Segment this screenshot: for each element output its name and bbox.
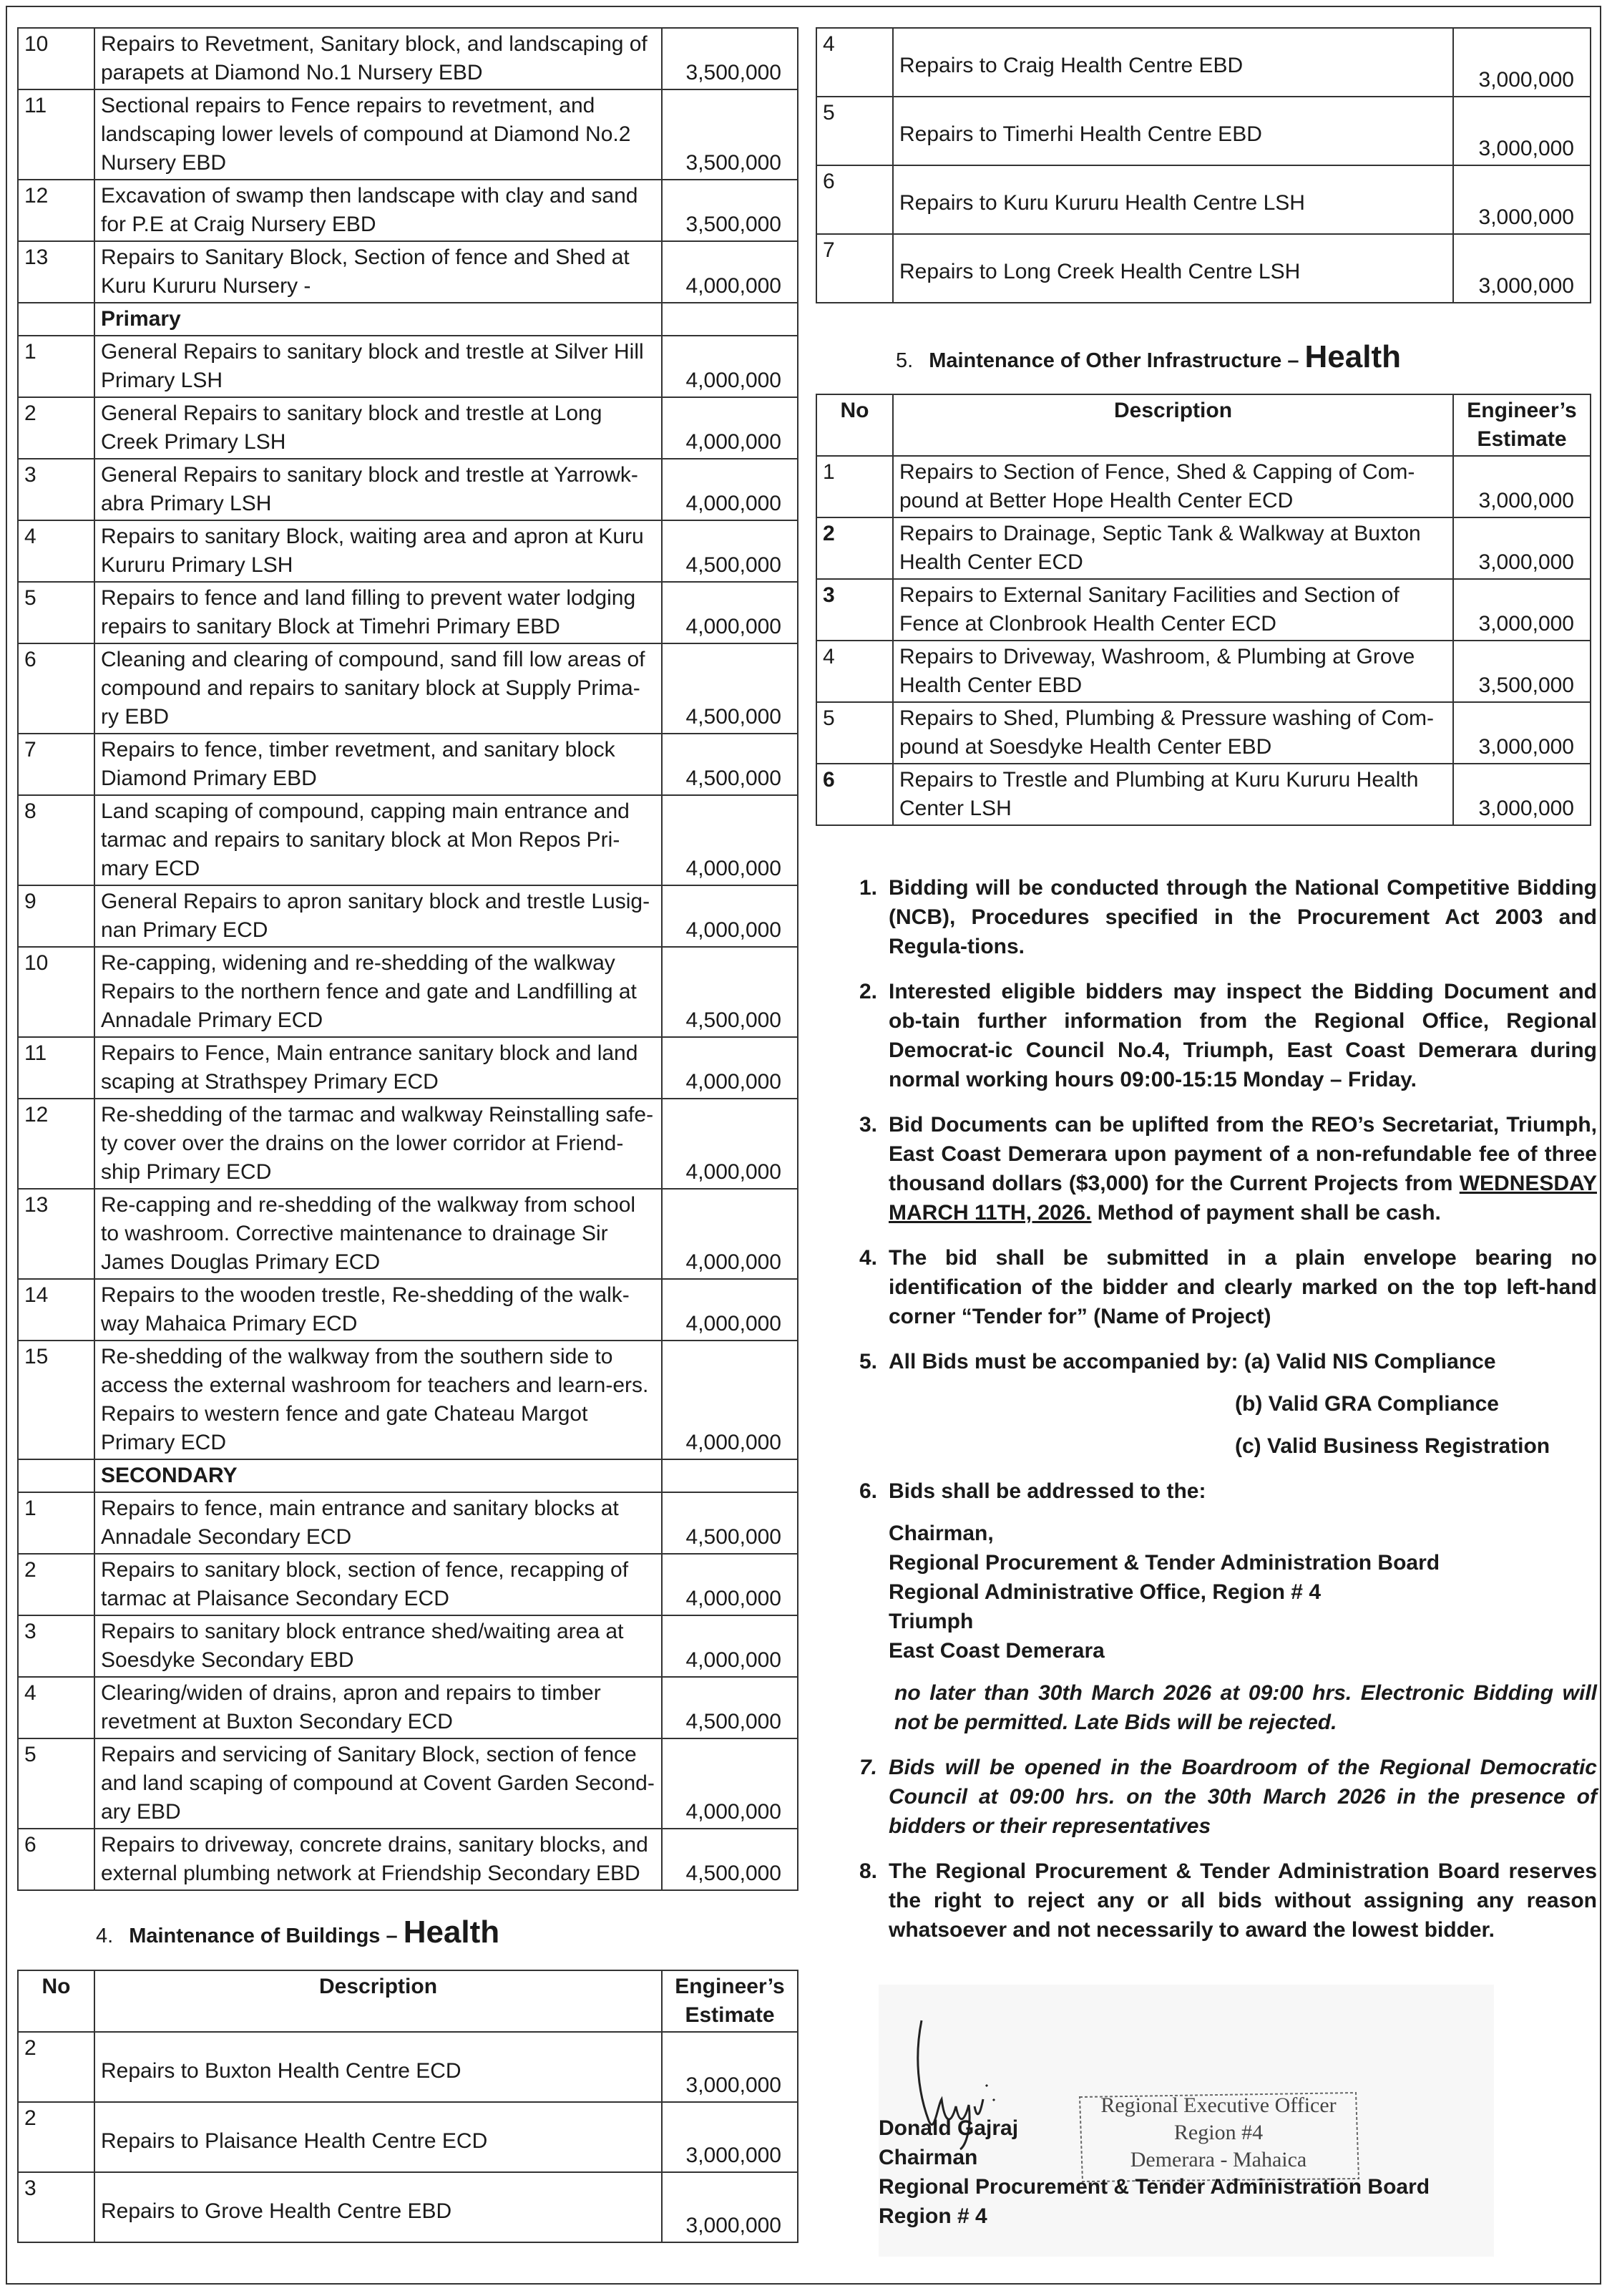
row-number: 1	[18, 336, 94, 397]
note-number: 1.	[859, 876, 877, 900]
row-number: 4	[816, 28, 893, 97]
row-estimate: 4,000,000	[662, 1099, 798, 1189]
col-header-description: Description	[94, 1970, 662, 2032]
note-text: The bid shall be submitted in a plain envelope bearing no identification of the bidder and clearly marked on the top left-hand corner “Tender for” (Name of Project)	[889, 1246, 1597, 1328]
signatory-title: Chairman	[879, 2146, 978, 2169]
table-header-row	[18, 1970, 798, 2032]
table-row	[816, 702, 1591, 764]
note-6	[837, 1477, 1597, 1737]
note-8	[837, 1857, 1597, 1945]
row-estimate: 3,000,000	[1453, 28, 1591, 97]
table-row	[18, 180, 798, 241]
requirement-gra: (b) Valid GRA Compliance	[1235, 1392, 1499, 1416]
submission-deadline: no later than 30th March 2026 at 09:00 hrs. Electronic Bidding will not be permitted. Late Bids will be rejected.	[894, 1681, 1597, 1734]
row-number: 4	[18, 1677, 94, 1738]
table-row	[18, 520, 798, 582]
row-number: 8	[18, 795, 94, 885]
row-description: General Repairs to sanitary block and trestle at Silver Hill Primary LSH	[94, 336, 662, 397]
note-text: Bidding will be conducted through the National Competitive Bidding (NCB), Procedures specified in the Procurement Act 2003 and Regula-tions.	[889, 876, 1597, 958]
row-estimate: 4,000,000	[662, 1279, 798, 1341]
row-description: Repairs to sanitary block, section of fence, recapping of tarmac at Plaisance Secondary ECD	[94, 1554, 662, 1615]
row-estimate	[662, 1459, 798, 1492]
bidding-notes	[837, 873, 1597, 1960]
row-number: 11	[18, 89, 94, 180]
row-estimate: 4,000,000	[662, 397, 798, 459]
section-5-title: Maintenance of Other Infrastructure –	[929, 349, 1299, 372]
education-works-body	[18, 28, 798, 1890]
row-number: 6	[18, 643, 94, 734]
row-description: Repairs to fence, timber revetment, and sanitary block Diamond Primary EBD	[94, 734, 662, 795]
row-number: 5	[816, 702, 893, 764]
note-text	[889, 1347, 1597, 1461]
table-row	[816, 764, 1591, 825]
address-intro: Bids shall be addressed to the:	[889, 1479, 1206, 1503]
note-3	[837, 1110, 1597, 1227]
address-line: Regional Procurement & Tender Administration Board	[889, 1551, 1440, 1575]
table-header-row	[816, 394, 1591, 456]
note-number: 8.	[859, 1859, 877, 1883]
row-number: 5	[18, 582, 94, 643]
col-header-no: No	[816, 394, 893, 456]
section-4-title-health: Health	[403, 1915, 500, 1950]
other-infrastructure-body	[816, 456, 1591, 825]
other-infrastructure-table	[816, 394, 1591, 826]
row-number: 3	[18, 459, 94, 520]
row-estimate: 4,500,000	[662, 947, 798, 1037]
row-estimate: 3,000,000	[662, 2172, 798, 2242]
table-row	[18, 2102, 798, 2172]
col-header-estimate: Engineer’s Estimate	[1453, 394, 1591, 456]
row-description: Repairs to Trestle and Plumbing at Kuru Kururu Health Center LSH	[893, 764, 1453, 825]
note-3-date: WEDNESDAY MARCH 11TH, 2026.	[889, 1172, 1597, 1225]
row-estimate: 4,000,000	[662, 1341, 798, 1459]
row-number: 15	[18, 1341, 94, 1459]
row-number: 2	[18, 397, 94, 459]
table-row	[816, 165, 1591, 234]
stamp-line: Regional Executive Officer	[1100, 2093, 1337, 2117]
row-description: General Repairs to sanitary block and trestle at Long Creek Primary LSH	[94, 397, 662, 459]
row-description: Repairs to sanitary block entrance shed/waiting area at Soesdyke Secondary EBD	[94, 1615, 662, 1677]
row-description: Repairs to the wooden trestle, Re-shedding of the walk-way Mahaica Primary ECD	[94, 1279, 662, 1341]
row-description: Repairs to fence, main entrance and sanitary blocks at Annadale Secondary ECD	[94, 1492, 662, 1554]
row-description: Repairs to driveway, concrete drains, sanitary blocks, and external plumbing network at Friendship Secondary EBD	[94, 1829, 662, 1890]
row-number	[18, 303, 94, 336]
row-description: Repairs to Section of Fence, Shed & Capping of Com-pound at Better Hope Health Center ECD	[893, 456, 1453, 517]
address-line: East Coast Demerara	[889, 1639, 1105, 1663]
row-description: Repairs to Kuru Kururu Health Centre LSH	[893, 165, 1453, 234]
health-centre-continuation-table	[816, 27, 1591, 303]
section-row	[18, 303, 798, 336]
table-row	[18, 1279, 798, 1341]
table-row	[18, 1037, 798, 1099]
table-row	[18, 885, 798, 947]
row-estimate: 4,500,000	[662, 1677, 798, 1738]
table-row	[18, 795, 798, 885]
row-number: 12	[18, 1099, 94, 1189]
row-estimate: 3,500,000	[662, 89, 798, 180]
row-description: Repairs to Timerhi Health Centre EBD	[893, 97, 1453, 165]
row-description: Repairs to Revetment, Sanitary block, and landscaping of parapets at Diamond No.1 Nursery EBD	[94, 28, 662, 89]
row-description: Cleaning and clearing of compound, sand fill low areas of compound and repairs to sanitary block at Supply Prima-ry EBD	[94, 643, 662, 734]
table-row	[18, 1677, 798, 1738]
table-row	[18, 734, 798, 795]
row-number: 10	[18, 947, 94, 1037]
table-row	[18, 1738, 798, 1829]
row-description: Re-shedding of the walkway from the southern side to access the external washroom for teachers and learn-ers. Repairs to western fence and gate Chateau Margot Primary ECD	[94, 1341, 662, 1459]
row-number: 6	[18, 1829, 94, 1890]
row-number: 9	[18, 885, 94, 947]
row-number: 6	[816, 165, 893, 234]
row-description: Repairs to Shed, Plumbing & Pressure washing of Com-pound at Soesdyke Health Center EBD	[893, 702, 1453, 764]
section-4-heading	[96, 1915, 499, 1950]
row-estimate: 4,000,000	[662, 885, 798, 947]
row-description: Repairs and servicing of Sanitary Block, section of fence and land scaping of compound at Covent Garden Second-ary EBD	[94, 1738, 662, 1829]
note-3-text-b: Method of payment shall be cash.	[1097, 1201, 1441, 1225]
row-description: Repairs to sanitary Block, waiting area and apron at Kuru Kururu Primary LSH	[94, 520, 662, 582]
table-row	[816, 234, 1591, 303]
note-number: 4.	[859, 1246, 877, 1270]
row-description: Repairs to Sanitary Block, Section of fence and Shed at Kuru Kururu Nursery -	[94, 241, 662, 303]
row-number: 3	[18, 1615, 94, 1677]
row-number: 13	[18, 1189, 94, 1279]
section-5-title-health: Health	[1304, 339, 1402, 374]
table-row	[816, 641, 1591, 702]
row-number: 4	[18, 520, 94, 582]
note-2	[837, 977, 1597, 1094]
table-row	[816, 579, 1591, 641]
row-estimate: 3,000,000	[662, 2032, 798, 2102]
section-label: SECONDARY	[94, 1459, 662, 1492]
row-estimate: 4,000,000	[662, 1615, 798, 1677]
row-number	[18, 1459, 94, 1492]
table-row	[18, 1615, 798, 1677]
row-number: 2	[18, 1554, 94, 1615]
row-estimate: 4,000,000	[662, 241, 798, 303]
row-description: Repairs to Plaisance Health Centre ECD	[94, 2102, 662, 2172]
row-number: 12	[18, 180, 94, 241]
table-row	[18, 947, 798, 1037]
row-number: 2	[18, 2032, 94, 2102]
education-works-table	[17, 27, 798, 1891]
row-number: 5	[18, 1738, 94, 1829]
note-text: Interested eligible bidders may inspect the Bidding Document and ob-tain further information from the Regional Office, Regional Democrat-ic Council No.4, Triumph, East Coast Demerara during normal working hours 09:00-15:15 Monday – Friday.	[889, 980, 1597, 1091]
row-number: 2	[18, 2102, 94, 2172]
row-estimate: 3,000,000	[1453, 579, 1591, 641]
section-5-number: 5.	[896, 349, 914, 372]
table-row	[18, 1829, 798, 1890]
signatory-board: Regional Procurement & Tender Administration Board	[879, 2175, 1430, 2199]
tender-notice-page	[6, 6, 1601, 2285]
row-description: Re-capping, widening and re-shedding of the walkway Repairs to the northern fence and gate and Landfilling at Annadale Primary ECD	[94, 947, 662, 1037]
buildings-health-body	[18, 2032, 798, 2242]
col-header-no: No	[18, 1970, 94, 2032]
row-estimate: 4,000,000	[662, 459, 798, 520]
row-estimate: 4,000,000	[662, 1189, 798, 1279]
address-line: Regional Administrative Office, Region # 4	[889, 1580, 1322, 1604]
row-estimate	[662, 303, 798, 336]
note-text: The Regional Procurement & Tender Administration Board reserves the right to reject any or all bids without assigning any reason whatsoever and not necessarily to award the lowest bidder.	[889, 1859, 1597, 1942]
table-row	[18, 2172, 798, 2242]
row-estimate: 3,500,000	[662, 180, 798, 241]
row-description: Land scaping of compound, capping main entrance and tarmac and repairs to sanitary block at Mon Repos Pri-mary ECD	[94, 795, 662, 885]
row-estimate: 4,000,000	[662, 1738, 798, 1829]
row-description: Repairs to fence and land filling to prevent water lodging repairs to sanitary Block at Timehri Primary EBD	[94, 582, 662, 643]
row-number: 2	[816, 517, 893, 579]
section-4-title: Maintenance of Buildings –	[129, 1925, 398, 1947]
row-number: 7	[816, 234, 893, 303]
row-description: General Repairs to sanitary block and trestle at Yarrowk-abra Primary LSH	[94, 459, 662, 520]
note-number: 7.	[859, 1756, 877, 1779]
row-description: Sectional repairs to Fence repairs to revetment, and landscaping lower levels of compound at Diamond No.2 Nursery EBD	[94, 89, 662, 180]
requirement-nis: All Bids must be accompanied by: (a) Valid NIS Compliance	[889, 1350, 1496, 1373]
table-row	[18, 89, 798, 180]
row-description: Clearing/widen of drains, apron and repairs to timber revetment at Buxton Secondary ECD	[94, 1677, 662, 1738]
table-row	[18, 582, 798, 643]
row-number: 1	[18, 1492, 94, 1554]
row-description: Repairs to Long Creek Health Centre LSH	[893, 234, 1453, 303]
col-header-description: Description	[893, 394, 1453, 456]
row-estimate: 3,000,000	[1453, 702, 1591, 764]
table-row	[18, 1189, 798, 1279]
row-estimate: 3,500,000	[1453, 641, 1591, 702]
note-number: 6.	[859, 1479, 877, 1503]
row-number: 5	[816, 97, 893, 165]
note-5	[837, 1347, 1597, 1461]
note-4	[837, 1243, 1597, 1331]
table-row	[816, 456, 1591, 517]
table-row	[816, 517, 1591, 579]
row-estimate: 3,000,000	[1453, 97, 1591, 165]
table-row	[18, 643, 798, 734]
row-number: 1	[816, 456, 893, 517]
buildings-health-table	[17, 1970, 798, 2243]
table-row	[18, 336, 798, 397]
section-row	[18, 1459, 798, 1492]
table-row	[18, 1099, 798, 1189]
signatory-name: Donald Gajraj	[879, 2116, 1019, 2140]
table-row	[18, 28, 798, 89]
row-description: Repairs to Driveway, Washroom, & Plumbing at Grove Health Center EBD	[893, 641, 1453, 702]
section-5-heading	[896, 339, 1401, 375]
table-row	[18, 1341, 798, 1459]
row-estimate: 4,500,000	[662, 734, 798, 795]
row-estimate: 3,500,000	[662, 28, 798, 89]
row-estimate: 4,000,000	[662, 1037, 798, 1099]
row-description: Repairs to Buxton Health Centre ECD	[94, 2032, 662, 2102]
stamp-line: Region #4	[1173, 2121, 1264, 2144]
row-number: 11	[18, 1037, 94, 1099]
row-description: Repairs to Fence, Main entrance sanitary block and land scaping at Strathspey Primary ECD	[94, 1037, 662, 1099]
address-block	[889, 1519, 1597, 1665]
row-estimate: 3,000,000	[1453, 165, 1591, 234]
row-description: General Repairs to apron sanitary block and trestle Lusig-nan Primary ECD	[94, 885, 662, 947]
health-centre-continuation-body	[816, 28, 1591, 303]
requirement-business-registration: (c) Valid Business Registration	[1235, 1434, 1550, 1458]
row-description: Excavation of swamp then landscape with clay and sand for P.E at Craig Nursery EBD	[94, 180, 662, 241]
row-estimate: 3,000,000	[1453, 456, 1591, 517]
address-line: Triumph	[889, 1610, 974, 1633]
note-text	[889, 1477, 1597, 1737]
row-description: Repairs to Drainage, Septic Tank & Walkway at Buxton Health Center ECD	[893, 517, 1453, 579]
row-number: 10	[18, 28, 94, 89]
row-number: 3	[816, 579, 893, 641]
row-estimate: 3,000,000	[1453, 517, 1591, 579]
table-row	[18, 241, 798, 303]
table-row	[18, 2032, 798, 2102]
row-estimate: 4,000,000	[662, 582, 798, 643]
note-number: 3.	[859, 1113, 877, 1137]
row-estimate: 4,500,000	[662, 1492, 798, 1554]
note-text	[889, 1110, 1597, 1227]
note-7	[837, 1753, 1597, 1841]
signatory-details	[879, 2113, 1430, 2231]
row-estimate: 4,500,000	[662, 1829, 798, 1890]
note-1	[837, 873, 1597, 961]
note-number: 2.	[859, 980, 877, 1003]
address-line: Chairman,	[889, 1522, 994, 1545]
section-label: Primary	[94, 303, 662, 336]
row-number: 7	[18, 734, 94, 795]
col-header-estimate: Engineer’s Estimate	[662, 1970, 798, 2032]
row-estimate: 4,500,000	[662, 520, 798, 582]
signature-block	[879, 1985, 1494, 2257]
row-number: 13	[18, 241, 94, 303]
row-number: 14	[18, 1279, 94, 1341]
table-row	[18, 1554, 798, 1615]
section-4-number: 4.	[96, 1925, 114, 1947]
stamp-line: Demerara - Mahaica	[1130, 2148, 1307, 2171]
note-3-text-a: Bid Documents can be uplifted from the REO’s Secretariat, Triumph, East Coast Demerara upon payment of a non-refundable fee of three thousand dollars ($3,000) for the Current Projects from	[889, 1113, 1597, 1195]
row-estimate: 3,000,000	[662, 2102, 798, 2172]
table-row	[18, 397, 798, 459]
row-estimate: 4,000,000	[662, 1554, 798, 1615]
row-estimate: 3,000,000	[1453, 234, 1591, 303]
row-description: Repairs to Craig Health Centre EBD	[893, 28, 1453, 97]
note-text: Bids will be opened in the Boardroom of the Regional Democratic Council at 09:00 hrs. on the 30th March 2026 in the presence of bidders or their representatives	[889, 1756, 1597, 1838]
table-row	[816, 97, 1591, 165]
row-estimate: 4,000,000	[662, 795, 798, 885]
row-description: Re-shedding of the tarmac and walkway Reinstalling safe-ty cover over the drains on the lower corridor at Friend-ship Primary ECD	[94, 1099, 662, 1189]
row-estimate: 3,000,000	[1453, 764, 1591, 825]
row-description: Repairs to Grove Health Centre EBD	[94, 2172, 662, 2242]
table-row	[18, 1492, 798, 1554]
row-number: 4	[816, 641, 893, 702]
row-estimate: 4,500,000	[662, 643, 798, 734]
row-description: Re-capping and re-shedding of the walkway from school to washroom. Corrective maintenance to drainage Sir James Douglas Primary ECD	[94, 1189, 662, 1279]
note-number: 5.	[859, 1350, 877, 1373]
row-number: 6	[816, 764, 893, 825]
row-number: 3	[18, 2172, 94, 2242]
row-estimate: 4,000,000	[662, 336, 798, 397]
table-row	[18, 459, 798, 520]
signatory-region: Region # 4	[879, 2204, 987, 2228]
row-description: Repairs to External Sanitary Facilities and Section of Fence at Clonbrook Health Center ECD	[893, 579, 1453, 641]
table-row	[816, 28, 1591, 97]
